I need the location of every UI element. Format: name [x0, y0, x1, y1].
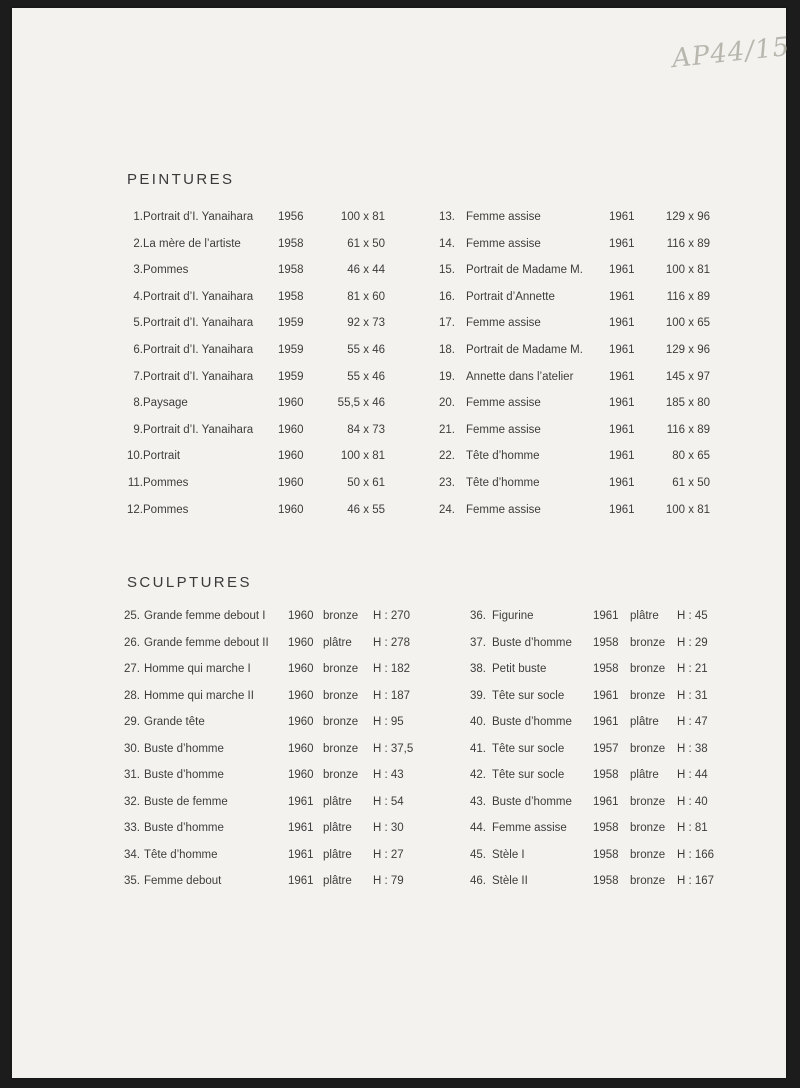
catalogue-row [12, 637, 786, 664]
handwritten-mark: AP44/15 [670, 31, 792, 75]
section-title-peintures: PEINTURES [127, 171, 235, 188]
item-dimensions: 116 x 89 [666, 237, 710, 250]
item-number: 45. [470, 848, 486, 861]
item-title: Paysage [143, 397, 188, 410]
item-material: bronze [323, 663, 359, 675]
item-year: 1958 [593, 636, 619, 649]
item-material: bronze [323, 716, 359, 728]
item-number: 34. [124, 848, 140, 861]
item-number: 7. [133, 370, 143, 383]
item-number: 46. [470, 875, 486, 887]
item-height: H : 27 [373, 848, 404, 861]
catalogue-row [12, 690, 786, 717]
item-year: 1960 [288, 716, 314, 728]
item-year: 1958 [593, 848, 619, 861]
item-year: 1961 [609, 397, 635, 410]
item-year: 1959 [278, 370, 304, 383]
item-dimensions: 116 x 89 [666, 290, 710, 303]
item-year: 1956 [278, 211, 304, 223]
item-dimensions: 84 x 73 [347, 423, 385, 436]
item-number: 14. [439, 237, 455, 250]
item-title: Portrait d’I. Yanaihara [143, 370, 254, 383]
catalogue-row [12, 264, 786, 291]
item-material: plâtre [323, 822, 352, 834]
item-number: 2. [133, 237, 143, 250]
item-number: 10. [127, 450, 143, 463]
item-title: Stèle I [492, 848, 525, 861]
item-height: H : 182 [373, 663, 411, 675]
item-material: bronze [630, 689, 666, 702]
item-number: 28. [124, 689, 140, 702]
item-number: 11. [127, 476, 143, 489]
item-year: 1961 [593, 689, 619, 702]
item-number: 38. [470, 663, 486, 675]
item-number: 6. [133, 343, 143, 356]
item-title: Portrait d’I. Yanaihara [143, 423, 254, 436]
catalogue-row [12, 769, 786, 796]
item-number: 25. [124, 610, 140, 622]
catalogue-row [12, 450, 786, 477]
item-year: 1961 [288, 875, 314, 887]
section-title-sculptures: SCULPTURES [127, 574, 252, 591]
item-number: 35. [124, 875, 140, 887]
item-title: Pommes [143, 503, 189, 516]
item-number: 31. [124, 769, 140, 781]
item-year: 1960 [288, 769, 314, 781]
item-height: H : 47 [677, 716, 708, 728]
item-dimensions: 80 x 65 [672, 450, 710, 463]
item-title: Femme assise [466, 397, 541, 410]
item-number: 33. [124, 822, 140, 834]
item-year: 1960 [278, 397, 304, 410]
item-number: 36. [470, 610, 486, 622]
catalogue-row [12, 424, 786, 451]
item-title: Pommes [143, 476, 189, 489]
item-title: Femme assise [492, 822, 567, 834]
item-year: 1960 [288, 636, 314, 649]
item-year: 1961 [609, 237, 635, 250]
item-year: 1961 [288, 848, 314, 861]
item-number: 37. [470, 636, 486, 649]
item-number: 21. [439, 423, 455, 436]
item-title: Portrait d’Annette [466, 290, 555, 303]
item-year: 1961 [609, 423, 635, 436]
item-dimensions: 185 x 80 [665, 397, 710, 410]
item-dimensions: 61 x 50 [347, 237, 385, 250]
item-title: Buste de femme [144, 795, 228, 808]
catalogue-row [12, 317, 786, 344]
item-title: Femme assise [466, 317, 541, 330]
item-title: Homme qui marche I [144, 663, 251, 675]
item-title: Tête sur socle [492, 742, 565, 755]
item-year: 1958 [278, 290, 304, 303]
item-dimensions: 100 x 65 [665, 317, 710, 330]
item-number: 40. [470, 716, 486, 728]
item-year: 1960 [278, 503, 304, 516]
item-height: H : 167 [677, 875, 715, 887]
item-year: 1961 [609, 343, 635, 356]
catalogue-row [12, 371, 786, 398]
item-year: 1958 [593, 769, 619, 781]
item-year: 1959 [278, 343, 304, 356]
item-number: 42. [470, 769, 486, 781]
item-title: Buste d’homme [492, 636, 572, 649]
item-material: plâtre [630, 769, 659, 781]
catalogue-row [12, 504, 786, 531]
item-number: 44. [470, 822, 486, 834]
catalogue-row [12, 716, 786, 743]
item-title: Tête d’homme [466, 476, 540, 489]
item-year: 1960 [288, 610, 314, 622]
item-height: H : 95 [373, 716, 404, 728]
item-dimensions: 46 x 55 [347, 503, 385, 516]
item-year: 1961 [609, 370, 635, 383]
item-material: bronze [630, 822, 666, 834]
item-number: 22. [439, 450, 455, 463]
document-page [12, 8, 792, 1078]
catalogue-row [12, 849, 786, 876]
item-material: bronze [323, 769, 359, 781]
item-height: H : 270 [373, 610, 411, 622]
item-height: H : 187 [373, 689, 411, 702]
item-dimensions: 55 x 46 [347, 343, 385, 356]
item-number: 15. [439, 264, 455, 277]
item-number: 26. [124, 636, 140, 649]
item-height: H : 81 [677, 822, 708, 834]
item-material: bronze [323, 610, 359, 622]
item-number: 4. [133, 290, 143, 303]
item-year: 1961 [609, 290, 635, 303]
item-year: 1960 [278, 423, 304, 436]
item-height: H : 44 [677, 769, 708, 781]
item-material: bronze [630, 875, 666, 887]
item-number: 1. [133, 211, 143, 223]
item-title: Figurine [492, 610, 534, 622]
item-dimensions: 100 x 81 [340, 211, 385, 223]
item-title: Portrait de Madame M. [466, 343, 583, 356]
item-number: 23. [439, 476, 455, 489]
item-year: 1961 [593, 610, 619, 622]
item-number: 13. [439, 211, 455, 223]
item-title: Buste d’homme [492, 795, 572, 808]
item-material: bronze [630, 663, 666, 675]
item-title: La mère de l’artiste [143, 237, 241, 250]
item-title: Femme assise [466, 503, 541, 516]
item-title: Portrait d’I. Yanaihara [143, 343, 254, 356]
item-height: H : 38 [677, 742, 708, 755]
item-year: 1958 [278, 264, 304, 277]
item-dimensions: 100 x 81 [665, 503, 710, 516]
item-material: plâtre [630, 610, 659, 622]
item-title: Portrait [143, 450, 181, 463]
item-title: Homme qui marche II [144, 689, 254, 702]
item-number: 12. [127, 503, 143, 516]
item-number: 43. [470, 795, 486, 808]
item-year: 1961 [609, 264, 635, 277]
item-number: 39. [470, 689, 486, 702]
item-title: Portrait de Madame M. [466, 264, 583, 277]
item-height: H : 31 [677, 689, 708, 702]
item-material: plâtre [323, 875, 352, 887]
item-number: 17. [439, 317, 455, 330]
item-number: 29. [124, 716, 140, 728]
item-title: Petit buste [492, 663, 547, 675]
catalogue-row [12, 743, 786, 770]
item-number: 32. [124, 795, 140, 808]
item-height: H : 278 [373, 636, 411, 649]
item-title: Buste d’homme [144, 769, 224, 781]
item-title: Femme debout [144, 875, 222, 887]
item-material: bronze [630, 742, 666, 755]
sculptures-list-right [12, 610, 786, 902]
item-dimensions: 116 x 89 [666, 423, 710, 436]
item-title: Grande femme debout I [144, 610, 266, 622]
item-number: 30. [124, 742, 140, 755]
item-number: 20. [439, 397, 455, 410]
item-number: 8. [133, 397, 143, 410]
catalogue-row [12, 291, 786, 318]
item-title: Buste d’homme [144, 822, 224, 834]
item-material: bronze [323, 742, 359, 755]
item-year: 1961 [593, 716, 619, 728]
item-number: 19. [439, 370, 455, 383]
item-year: 1960 [288, 742, 314, 755]
item-title: Tête d’homme [144, 848, 218, 861]
item-dimensions: 100 x 81 [665, 264, 710, 277]
item-title: Tête d’homme [466, 450, 540, 463]
item-title: Grande femme debout II [144, 636, 269, 649]
item-height: H : 40 [677, 795, 708, 808]
catalogue-row [12, 610, 786, 637]
item-number: 5. [133, 317, 143, 330]
item-year: 1958 [593, 875, 619, 887]
item-title: Annette dans l’atelier [466, 370, 574, 383]
item-title: Tête sur socle [492, 769, 565, 781]
item-title: Buste d’homme [492, 716, 572, 728]
item-title: Buste d’homme [144, 742, 224, 755]
item-year: 1959 [278, 317, 304, 330]
item-year: 1961 [609, 450, 635, 463]
catalogue-row [12, 238, 786, 265]
item-material: plâtre [323, 795, 352, 808]
catalogue-row [12, 875, 786, 902]
item-number: 18. [439, 343, 455, 356]
catalogue-row [12, 822, 786, 849]
item-height: H : 30 [373, 822, 404, 834]
item-year: 1960 [288, 663, 314, 675]
item-year: 1958 [593, 822, 619, 834]
item-dimensions: 46 x 44 [347, 264, 385, 277]
item-dimensions: 61 x 50 [672, 476, 710, 489]
catalogue-row [12, 663, 786, 690]
item-height: H : 166 [677, 848, 715, 861]
item-height: H : 45 [677, 610, 708, 622]
item-material: plâtre [630, 716, 659, 728]
item-year: 1958 [593, 663, 619, 675]
item-height: H : 37,5 [373, 742, 414, 755]
item-dimensions: 81 x 60 [347, 290, 385, 303]
item-title: Femme assise [466, 237, 541, 250]
item-dimensions: 129 x 96 [665, 211, 710, 223]
item-number: 16. [439, 290, 455, 303]
item-height: H : 54 [373, 795, 404, 808]
item-year: 1960 [288, 689, 314, 702]
item-dimensions: 100 x 81 [340, 450, 385, 463]
item-year: 1960 [278, 450, 304, 463]
item-year: 1961 [609, 503, 635, 516]
item-year: 1961 [288, 795, 314, 808]
item-height: H : 21 [677, 663, 708, 675]
item-title: Portrait d’I. Yanaihara [143, 211, 254, 223]
item-material: bronze [630, 636, 666, 649]
catalogue-row [12, 796, 786, 823]
item-title: Femme assise [466, 423, 541, 436]
catalogue-row [12, 397, 786, 424]
item-dimensions: 129 x 96 [665, 343, 710, 356]
catalogue-row [12, 211, 786, 238]
item-title: Tête sur socle [492, 689, 565, 702]
item-number: 27. [124, 663, 140, 675]
item-material: bronze [630, 848, 666, 861]
catalogue-row [12, 344, 786, 371]
item-number: 41. [470, 742, 486, 755]
item-year: 1961 [609, 211, 635, 223]
item-dimensions: 92 x 73 [347, 317, 385, 330]
item-year: 1961 [288, 822, 314, 834]
item-year: 1961 [593, 795, 619, 808]
item-title: Femme assise [466, 211, 541, 223]
item-material: bronze [323, 689, 359, 702]
item-title: Portrait d’I. Yanaihara [143, 317, 254, 330]
item-height: H : 43 [373, 769, 404, 781]
item-title: Portrait d’I. Yanaihara [143, 290, 254, 303]
item-title: Stèle II [492, 875, 528, 887]
item-year: 1958 [278, 237, 304, 250]
item-material: bronze [630, 795, 666, 808]
item-dimensions: 50 x 61 [347, 476, 385, 489]
item-material: plâtre [323, 848, 352, 861]
item-title: Pommes [143, 264, 189, 277]
catalogue-row [12, 477, 786, 504]
peintures-list-right [12, 211, 786, 530]
item-material: plâtre [323, 636, 352, 649]
item-title: Grande tête [144, 716, 205, 728]
item-number: 24. [439, 503, 455, 516]
item-number: 9. [133, 423, 143, 436]
item-dimensions: 55 x 46 [347, 370, 385, 383]
item-year: 1957 [593, 742, 619, 755]
item-number: 3. [133, 264, 143, 277]
item-height: H : 79 [373, 875, 404, 887]
item-dimensions: 55,5 x 46 [337, 397, 385, 410]
item-dimensions: 145 x 97 [665, 370, 710, 383]
item-year: 1961 [609, 476, 635, 489]
item-year: 1960 [278, 476, 304, 489]
item-height: H : 29 [677, 636, 708, 649]
item-year: 1961 [609, 317, 635, 330]
